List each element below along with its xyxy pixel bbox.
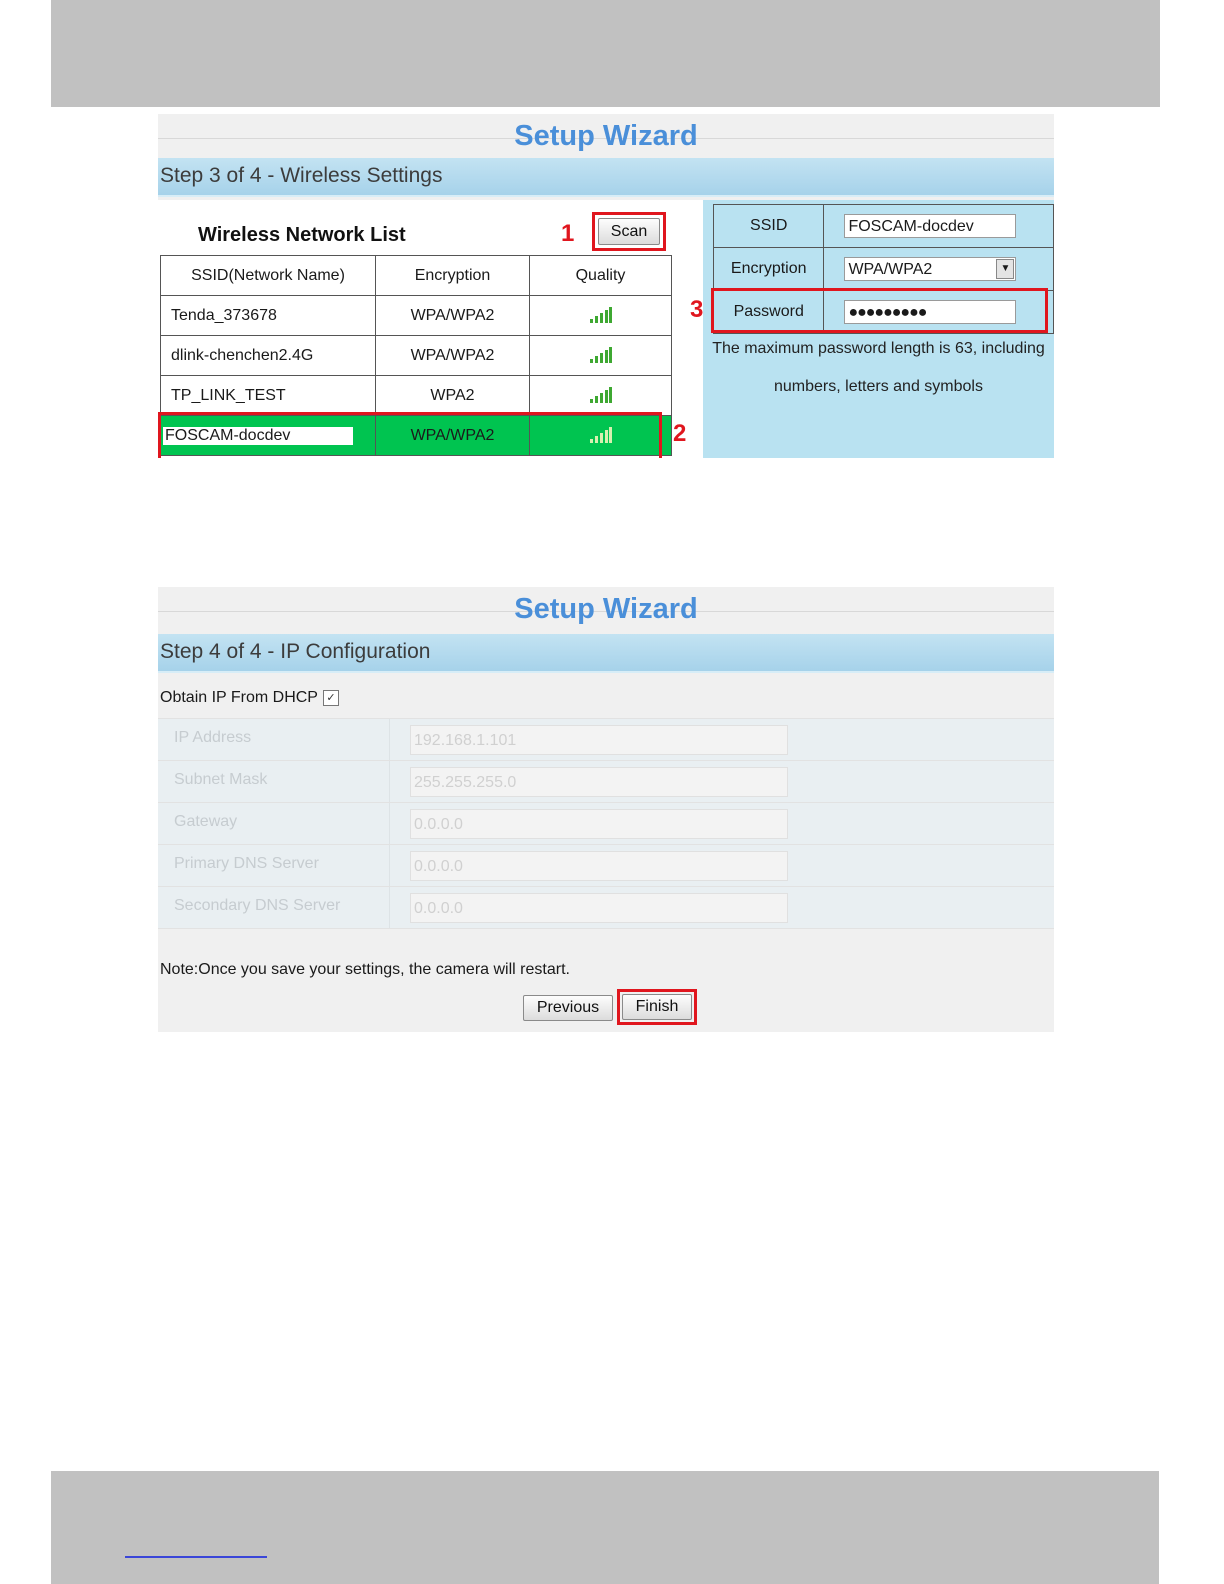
dhcp-label: Obtain IP From DHCP xyxy=(160,689,318,706)
subnet-mask-label: Subnet Mask xyxy=(174,771,268,788)
step-header xyxy=(158,158,1054,197)
ip-row xyxy=(158,718,1054,760)
column-header-ssid: SSID(Network Name) xyxy=(161,256,376,296)
network-encryption: WPA/WPA2 xyxy=(376,296,530,336)
ip-address-label: IP Address xyxy=(174,729,252,746)
ssid-input[interactable]: FOSCAM-docdev xyxy=(844,214,1016,238)
password-hint-line2: numbers, letters and symbols xyxy=(774,378,983,395)
signal-strength-icon xyxy=(590,347,612,363)
ip-row xyxy=(158,844,1054,886)
password-hint-line1: The maximum password length is 63, including xyxy=(712,340,1045,357)
network-row-dlink[interactable] xyxy=(161,336,672,376)
password-label: Password xyxy=(714,291,824,334)
gateway-label: Gateway xyxy=(174,813,238,830)
finish-button[interactable]: Finish xyxy=(622,994,692,1020)
ip-config-table xyxy=(158,718,1054,929)
callout-2: 2 xyxy=(673,420,687,447)
signal-strength-icon xyxy=(590,307,612,323)
ip-address-input[interactable]: 192.168.1.101 xyxy=(410,725,788,755)
step-label: Step 4 of 4 - IP Configuration xyxy=(160,640,431,663)
setup-wizard-step4 xyxy=(158,587,1054,1032)
page-header-band xyxy=(51,0,1160,107)
wizard-title: Setup Wizard xyxy=(514,120,698,152)
secondary-dns-input[interactable]: 0.0.0.0 xyxy=(410,893,788,923)
network-row-tenda[interactable] xyxy=(161,296,672,336)
step-label: Step 3 of 4 - Wireless Settings xyxy=(160,164,443,187)
encryption-select[interactable] xyxy=(844,257,1016,281)
wizard-title: Setup Wizard xyxy=(514,593,698,625)
network-ssid: FOSCAM-docdev xyxy=(163,427,353,445)
callout-3: 3 xyxy=(690,296,704,323)
previous-button[interactable]: Previous xyxy=(523,995,613,1021)
network-ssid: dlink-chenchen2.4G xyxy=(161,336,376,376)
column-header-quality: Quality xyxy=(530,256,672,296)
network-encryption: WPA/WPA2 xyxy=(376,416,530,456)
network-encryption: WPA2 xyxy=(376,376,530,416)
password-input[interactable]: ●●●●●●●●● xyxy=(844,300,1016,324)
primary-dns-label: Primary DNS Server xyxy=(174,855,319,872)
network-ssid: TP_LINK_TEST xyxy=(161,376,376,416)
primary-dns-input[interactable]: 0.0.0.0 xyxy=(410,851,788,881)
setup-wizard-step3 xyxy=(158,114,1054,458)
step-header xyxy=(158,634,1054,673)
ssid-label: SSID xyxy=(714,205,824,248)
signal-strength-icon xyxy=(590,387,612,403)
table-header-row xyxy=(161,256,672,296)
ip-row xyxy=(158,760,1054,802)
ip-row xyxy=(158,886,1054,929)
page-footer-band xyxy=(51,1471,1159,1584)
gateway-input[interactable]: 0.0.0.0 xyxy=(410,809,788,839)
network-ssid: Tenda_373678 xyxy=(161,296,376,336)
dhcp-checkbox[interactable]: ✓ xyxy=(323,690,339,706)
ip-row xyxy=(158,802,1054,844)
footer-link-underline[interactable] xyxy=(125,1556,267,1558)
encryption-value: WPA/WPA2 xyxy=(848,261,933,278)
network-encryption: WPA/WPA2 xyxy=(376,336,530,376)
callout-1: 1 xyxy=(561,220,575,247)
dropdown-arrow-icon[interactable]: ▼ xyxy=(996,259,1014,279)
restart-note: Note:Once you save your settings, the camera will restart. xyxy=(160,961,570,978)
selected-network-highlight xyxy=(158,412,662,458)
password-highlight xyxy=(711,288,1048,333)
column-header-encryption: Encryption xyxy=(376,256,530,296)
scan-button[interactable]: Scan xyxy=(598,218,660,245)
dhcp-row xyxy=(160,689,339,707)
wireless-list-title: Wireless Network List xyxy=(198,224,406,246)
encryption-label: Encryption xyxy=(714,248,824,291)
network-row-tplink[interactable] xyxy=(161,376,672,416)
subnet-mask-input[interactable]: 255.255.255.0 xyxy=(410,767,788,797)
secondary-dns-label: Secondary DNS Server xyxy=(174,897,341,914)
